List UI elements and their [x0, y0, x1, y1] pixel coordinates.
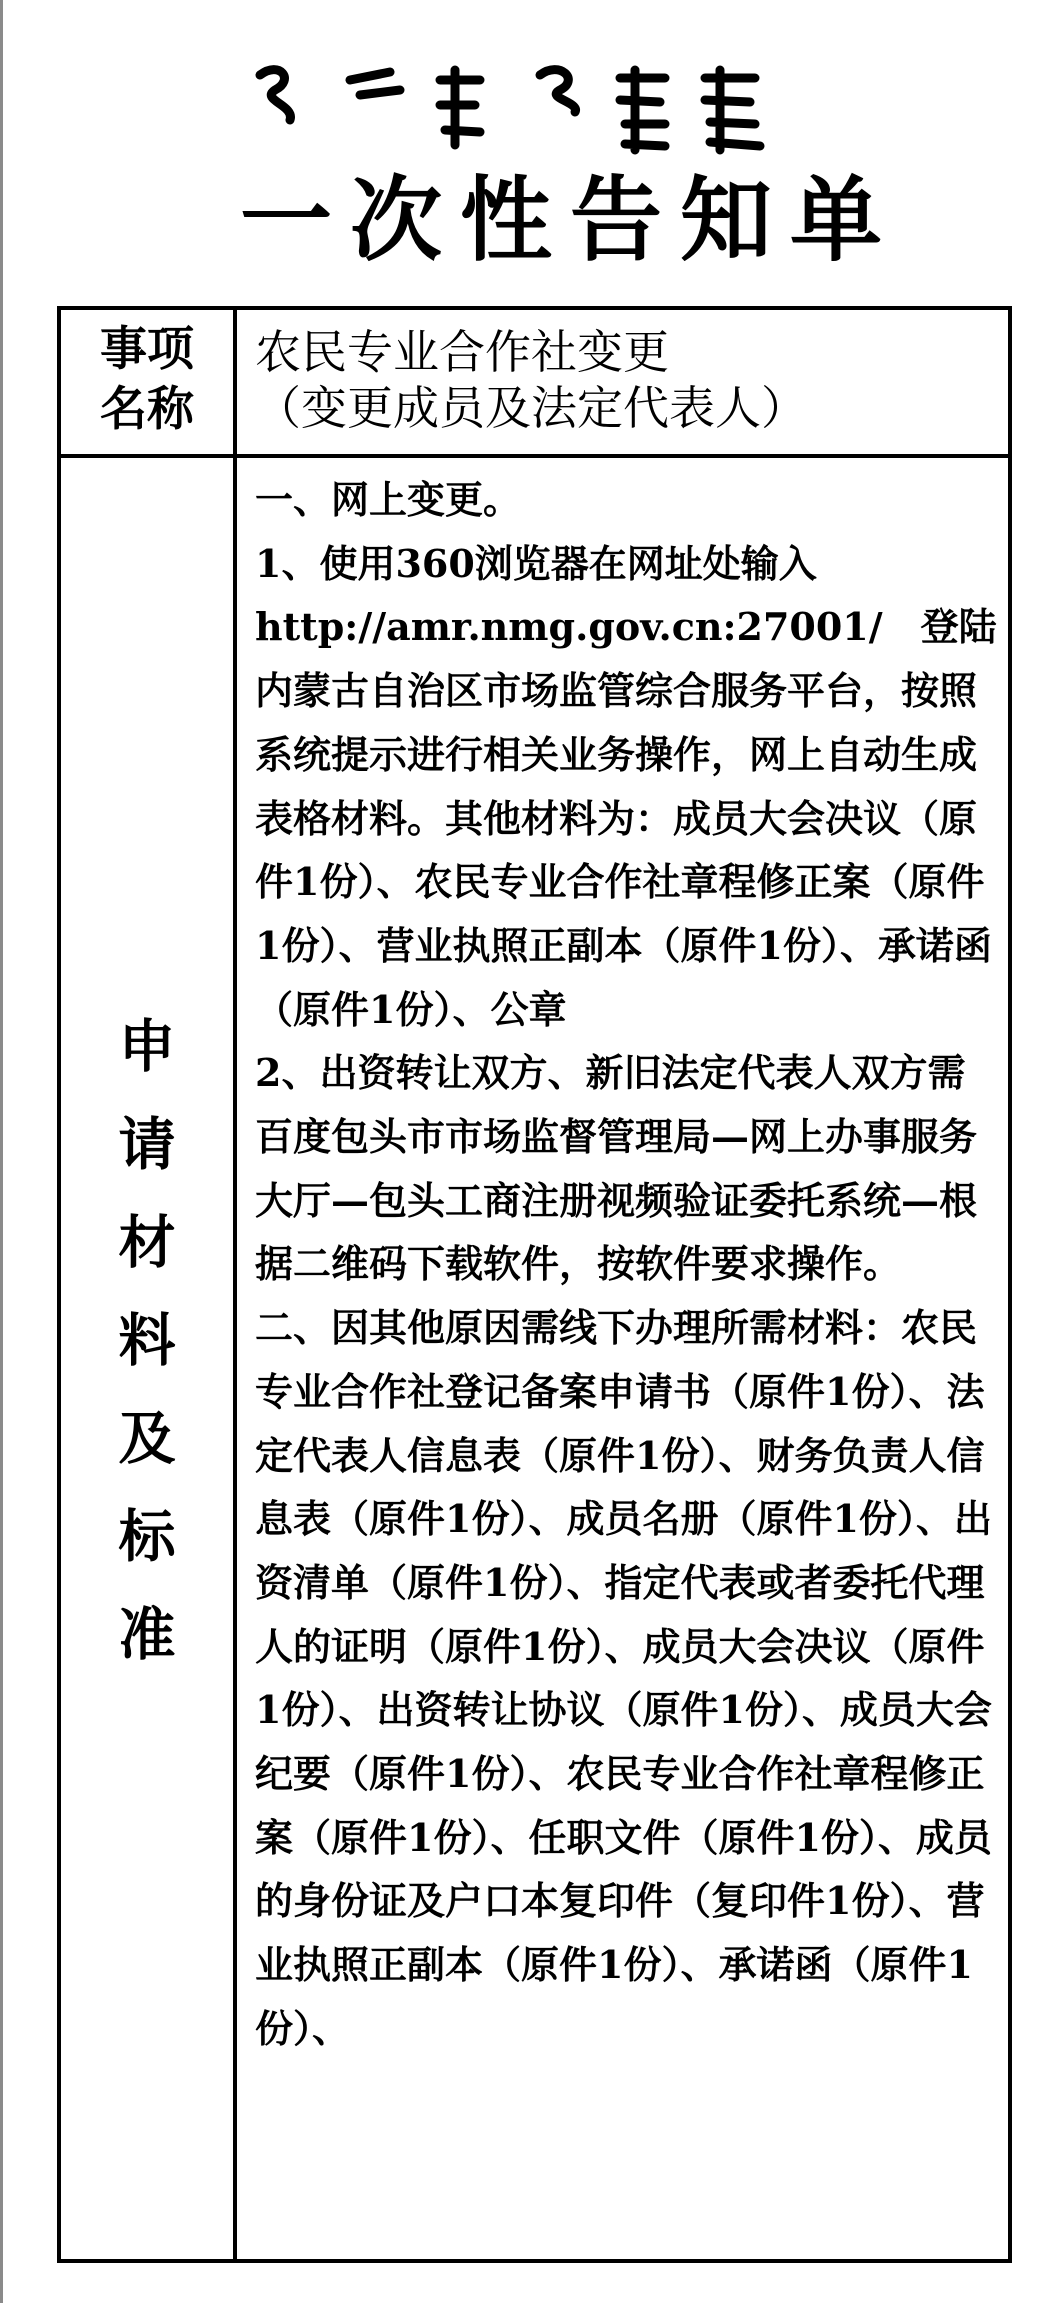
- item-name-label: 事项名称: [100, 322, 194, 437]
- requirements-label: 申请材料及标准: [118, 1013, 176, 1668]
- item-name-value: 农民专业合作社变更 （变更成员及法定代表人）: [255, 325, 807, 435]
- requirements-content-cell: [235, 456, 1010, 2261]
- table-row: [59, 456, 1010, 2261]
- table-row: [59, 308, 1010, 456]
- requirements-content: 一、网上变更。 1、使用360浏览器在网址处输入 http://amr.nmg.gov.cn:27001/ 登陆内蒙古自治区市场监管综合服务平台，按照系统提示进行相关业务操作，网上自动生成表格材料。其他材料为：成员大会决议（原件1份）、农民专业合作社章程修正案（原件1份）、营业执照正副本（原件1份）、承诺函（原件1份）、公章 2、出资转让双方、新旧法定代表人双方需百度包头市市场监督管理局—网上办事服务大厅—包头工商注册视频验证委托系统—根据二维码下载软件，按软件要求操作。 二、因其他原因需线下办理所需材料：农民专业合作社登记备案申请书（原件1份）、法定代表人信息表（原件1份）、财务负责人信息表（原件1份）、成员名册（原件1份）、出资清单（原件1份）、指定代表或者委托代理人的证明（原件1份）、成员大会决议（原件1份）、出资转让协议（原件1份）、成员大会纪要（原件1份）、农民专业合作社章程修正案（原件1份）、任职文件（原件1份）、成员的身份证及户口本复印件（复印件1份）、营业执照正副本（原件1份）、承诺函（原件1份）、: [255, 477, 997, 2051]
- mongolian-script-title: [240, 50, 800, 160]
- requirements-label-cell: [59, 456, 235, 2261]
- left-border-rule: [0, 0, 3, 2303]
- item-name-value-cell: [235, 308, 1010, 456]
- notice-table: [57, 306, 1012, 2263]
- page-title: 一次性告知单: [240, 166, 901, 274]
- item-name-label-cell: [59, 308, 235, 456]
